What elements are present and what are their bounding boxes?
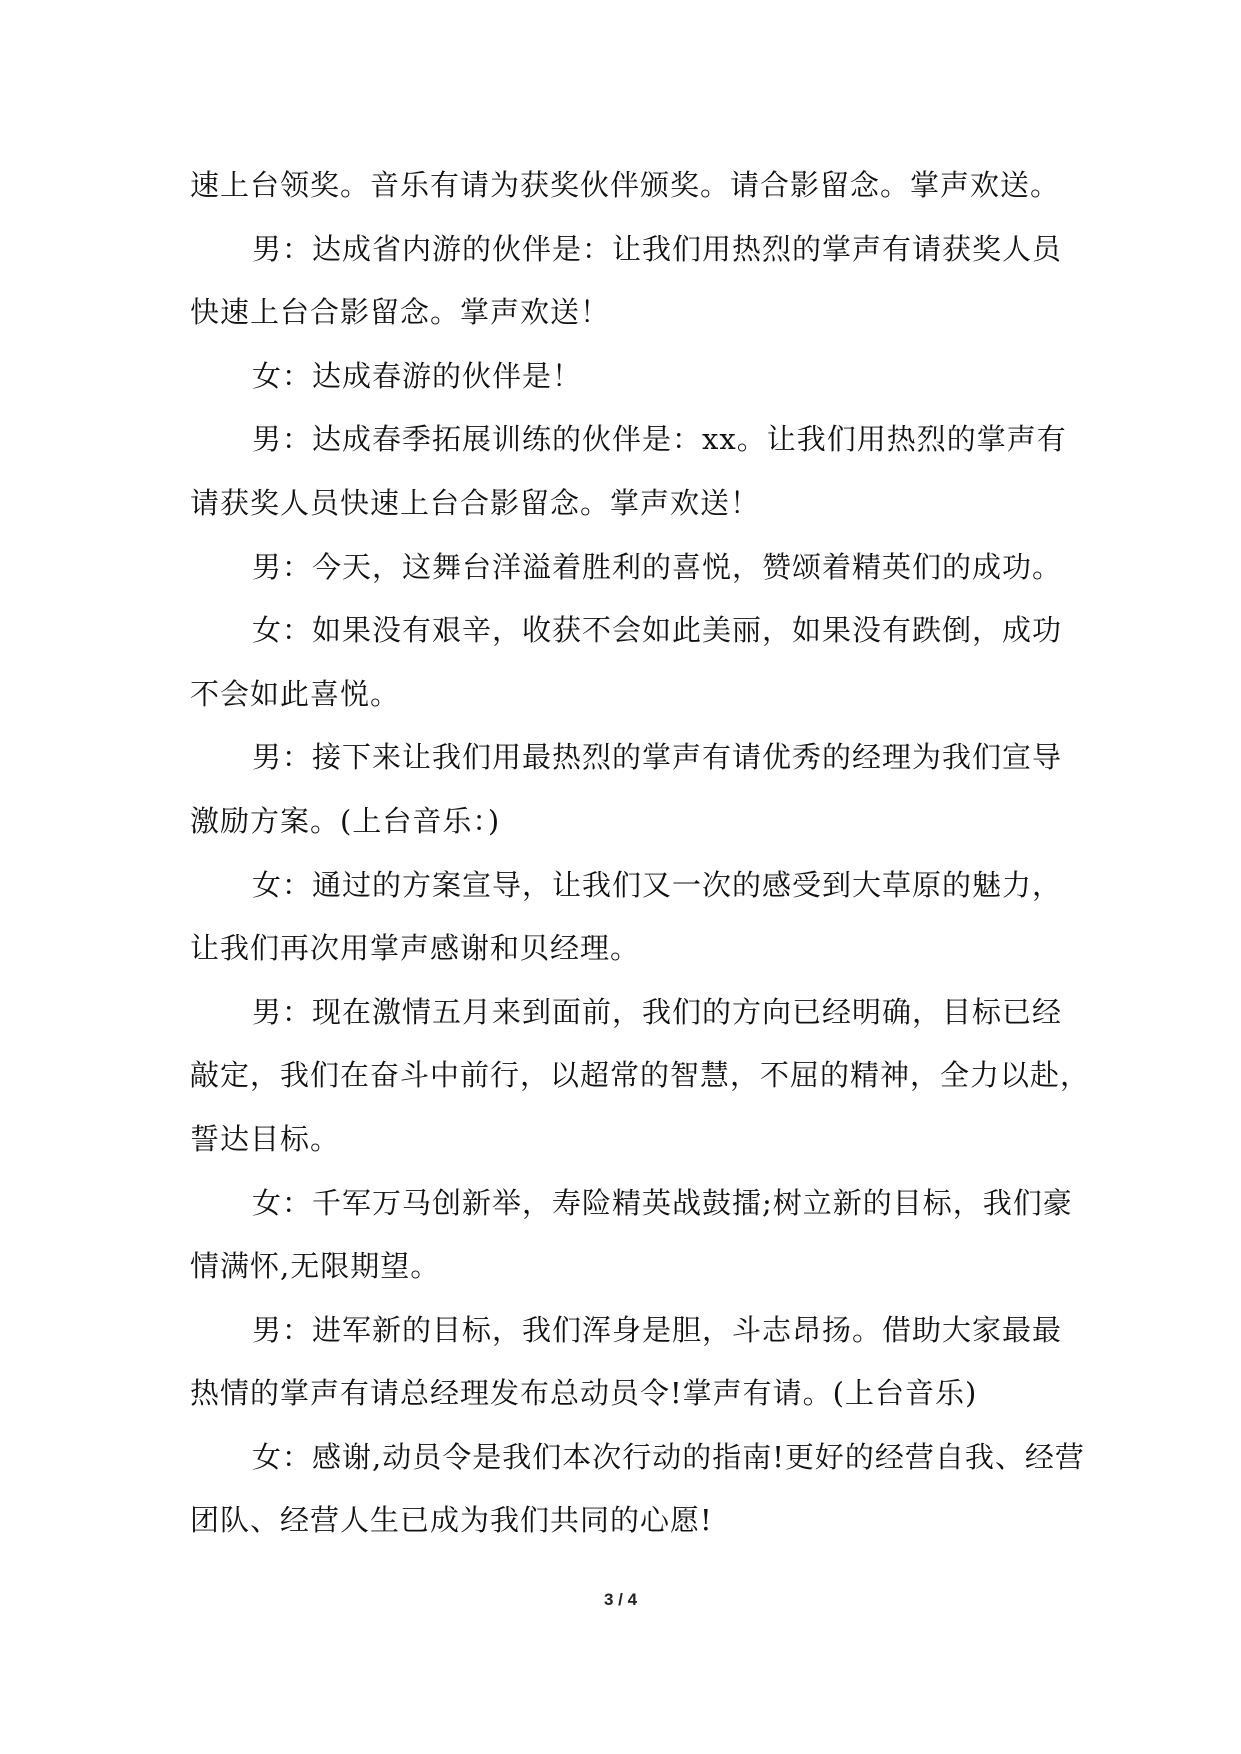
- paragraph-male-speaker: 男：达成省内游的伙伴是：让我们用热烈的掌声有请获奖人员快速上台合影留念。掌声欢送！: [190, 231, 1063, 330]
- document-body: [190, 154, 1090, 1553]
- paragraph-female-speaker: 女：如果没有艰辛，收获不会如此美丽，如果没有跌倒，成功不会如此喜悦。: [190, 613, 1063, 711]
- paragraph-continuation: 速上台领奖。音乐有请为获奖伙伴颁奖。请合影留念。掌声欢送。: [190, 168, 1061, 202]
- paragraph-female-speaker: 女：达成春游的伙伴是！: [252, 358, 583, 393]
- paragraph-male-speaker: 男：现在激情五月来到面前，我们的方向已经明确，目标已经敲定，我们在奋斗中前行，以超常的智慧，不屈的精神，全力以赴，誓达目标。: [190, 994, 1091, 1156]
- paragraph-male-speaker: 男：进军新的目标，我们浑身是胆，斗志昂扬。借助大家最最热情的掌声有请总经理发布总动员令!掌声有请。(上台音乐): [190, 1312, 1063, 1411]
- paragraph-female-speaker: 女：通过的方案宣导，让我们又一次的感受到大草原的魅力，让我们再次用掌声感谢和贝经理。: [190, 867, 1063, 966]
- paragraph-female-speaker: 女：千军万马创新举，寿险精英战鼓擂;树立新的目标，我们豪情满怀,无限期望。: [190, 1185, 1073, 1284]
- paragraph-male-speaker: 男：今天，这舞台洋溢着胜利的喜悦，赞颂着精英们的成功。: [252, 549, 1063, 584]
- page-number: 3 / 4: [603, 1590, 638, 1609]
- paragraph-male-speaker: 男：接下来让我们用最热烈的掌声有请优秀的经理为我们宣导激励方案。(上台音乐：): [190, 740, 1063, 838]
- paragraph-female-speaker: 女：感谢,动员令是我们本次行动的指南!更好的经营自我、经营团队、经营人生已成为我们共同的心愿!: [190, 1439, 1085, 1538]
- paragraph-male-speaker: 男：达成春季拓展训练的伙伴是：xx。让我们用热烈的掌声有请获奖人员快速上台合影留念。掌声欢送！: [190, 422, 1067, 520]
